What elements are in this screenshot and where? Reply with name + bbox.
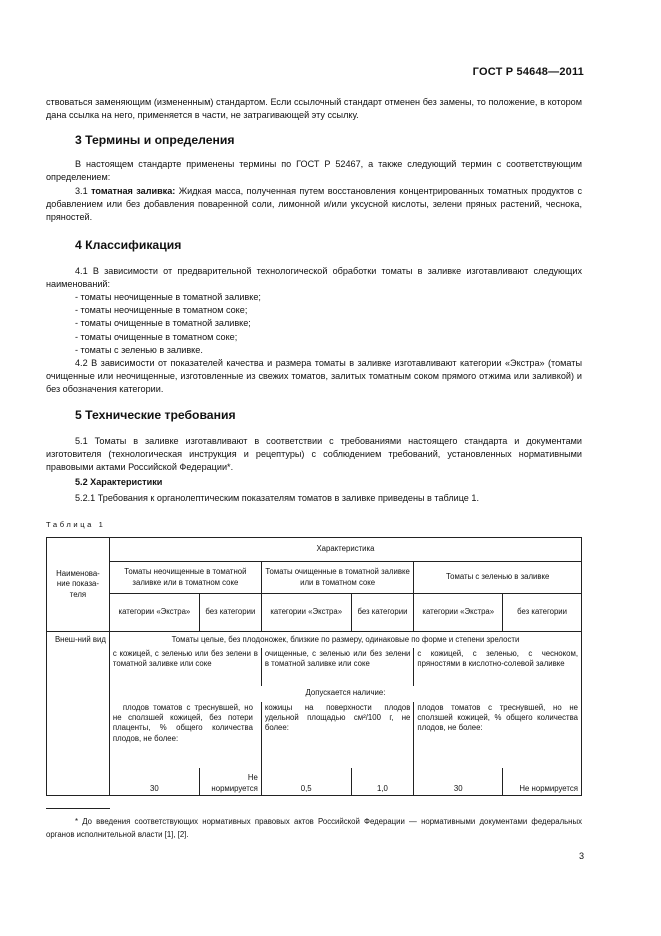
- group-header-unpeeled: Томаты неочищенные в томатной заливке или в томатном соке: [109, 562, 261, 594]
- section-3-title: 3 Термины и определения: [75, 133, 235, 147]
- intro-continuation: ствоваться заменяющим (измененным) стандартом. Если ссылочный стандарт отменен без замены, то положение, в котором дана ссылка на него, применяется в части, не затрагивающей эту ссылку.: [46, 97, 582, 121]
- section-4-1-paragraph: 4.1 В зависимости от предварительной технологической обработки томаты в заливке изготавливают следующих наименований:: [46, 266, 582, 290]
- category-none-header: без категории: [503, 594, 582, 632]
- naming-list: [75, 291, 261, 357]
- term-text: Жидкая масса, полученная путем восстановления концентрированных томатных продуктов с добавлением или без добавления поваренной соли, лимонной и/или уксусной кислоты, зелени пряных растений, чеснока, пряностей.: [46, 186, 582, 223]
- footnote-divider: [46, 808, 110, 809]
- category-extra-header: категории «Экстра»: [414, 594, 503, 632]
- value-cell: 30: [109, 768, 199, 796]
- section-5-2-1-paragraph: 5.2.1 Требования к органолептическим показателям томатов в заливке приведены в таблице 1.: [75, 493, 479, 503]
- list-item: - томаты очищенные в томатной заливке;: [75, 318, 251, 329]
- section-5-title: 5 Технические требования: [75, 408, 236, 422]
- desc-unpeeled: с кожицей, с зеленью или без зелени в томатной заливке или соке: [109, 648, 261, 686]
- group-header-peeled: Томаты очищенные в томатной заливке или в томатном соке: [261, 562, 414, 594]
- value-cell: 1,0: [351, 768, 414, 796]
- value-cell: Не нормируется: [503, 768, 582, 796]
- allowed-heading: Допускается наличие:: [109, 686, 581, 702]
- row-name-appearance: Внеш-ний вид: [47, 632, 110, 796]
- table-caption: Таблица 1: [46, 520, 106, 529]
- organoleptic-table: [46, 537, 582, 796]
- value-cell: 30: [414, 768, 503, 796]
- term-definition: [46, 185, 582, 225]
- desc-peeled: очищенные, с зеленью или без зелени в томатной заливке или соке: [261, 648, 414, 686]
- page-number: 3: [578, 851, 584, 861]
- term-number: 3.1: [75, 186, 92, 196]
- desc-greens: с кожицей, с зеленью, с чесноком, пряностями в кислотно-солевой заливке: [414, 648, 582, 686]
- document-header: ГОСТ Р 54648—2011: [472, 66, 584, 78]
- category-none-header: без категории: [351, 594, 414, 632]
- characteristic-header: Характеристика: [109, 538, 581, 562]
- category-none-header: без категории: [199, 594, 261, 632]
- category-extra-header: категории «Экстра»: [261, 594, 351, 632]
- category-extra-header: категории «Экстра»: [109, 594, 199, 632]
- section-5-1-paragraph: 5.1 Томаты в заливке изготавливают в соответствии с требованиями настоящего стандарта и документами изготовителя (технологическая инструкция и рецептуры) с соблюдением требований, установленных нормативными правовыми актами Российской Федерации*.: [46, 436, 582, 473]
- list-item: - томаты очищенные в томатном соке;: [75, 331, 238, 342]
- list-item: - томаты неочищенные в томатной заливке;: [75, 292, 261, 302]
- value-cell: Не нормируется: [199, 768, 261, 796]
- allow-cracked-unpeeled: [109, 702, 261, 768]
- section-4-2-paragraph: 4.2 В зависимости от показателей качества и размера томаты в заливке изготавливают категории «Экстра» (томаты очищенные или неочищенные, изготовленные из свежих томатов, залитых томатным соком прямого отжима или заливкой) и без обозначения категории.: [46, 358, 582, 395]
- common-requirement: Томаты целые, без плодоножек, близкие по размеру, одинаковые по форме и степени зрелости: [109, 632, 581, 648]
- indicator-name-header: Наименова-ние показа-теля: [47, 538, 110, 632]
- section-4-title: 4 Классификация: [75, 238, 182, 252]
- group-header-greens: Томаты с зеленью в заливке: [414, 562, 582, 594]
- list-item: - томаты с зеленью в заливке.: [75, 344, 203, 355]
- section-5-2-title: 5.2 Характеристики: [75, 477, 163, 487]
- allow-skin-peeled: кожицы на поверхности плодов удельной площадью см²/100 г, не более:: [261, 702, 414, 768]
- value-cell: 0,5: [261, 768, 351, 796]
- allow-text: плодов томатов с треснувшей, но не сползшей кожицей, без потери плаценты, % общего количества плодов, не более:: [112, 702, 253, 743]
- allow-cracked-greens: плодов томатов с треснувшей, но не сползшей кожицей, % общего количества плодов, не более:: [414, 702, 582, 768]
- footnote: * До введения соответствующих нормативных правовых актов Российской Федерации — нормативными документами федеральных органов исполнительной власти [1], [2].: [46, 817, 582, 839]
- list-item: - томаты неочищенные в томатном соке;: [75, 305, 248, 316]
- section-3-paragraph: В настоящем стандарте применены термины по ГОСТ Р 52467, а также следующий термин с соответствующим определением:: [46, 159, 582, 183]
- term-name: томатная заливка:: [91, 186, 176, 196]
